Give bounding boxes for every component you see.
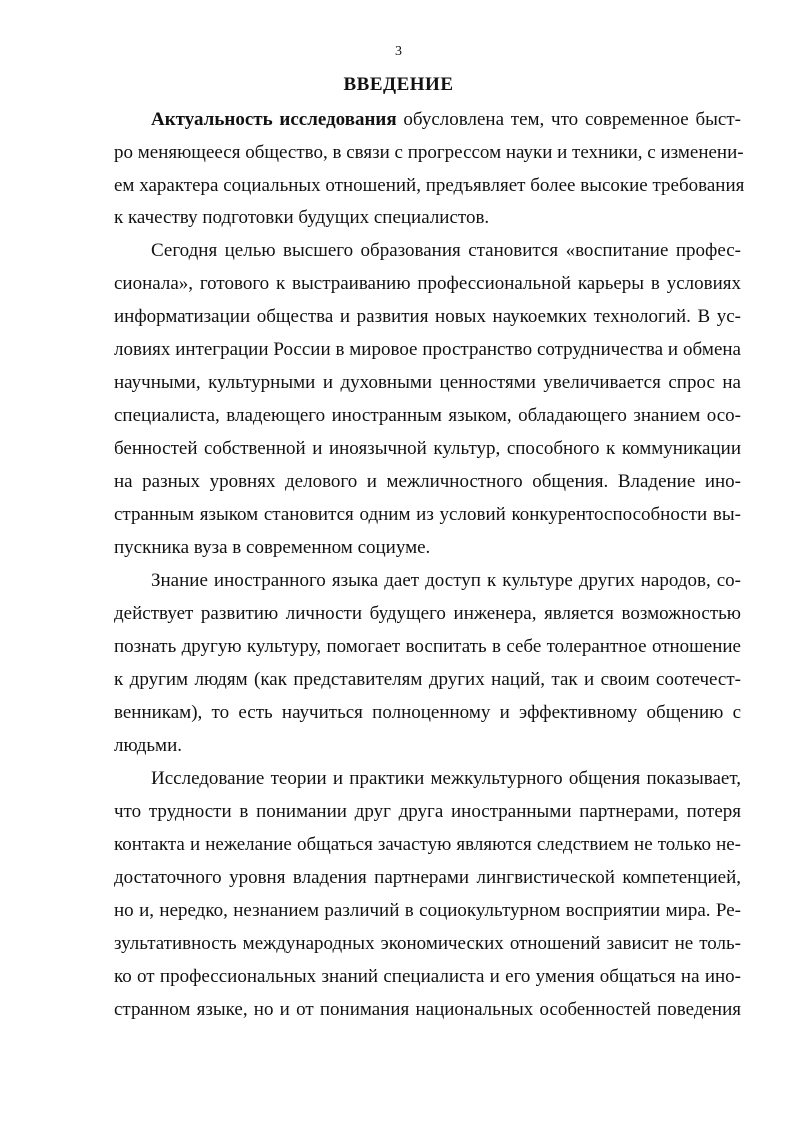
paragraph-4-line-5: но и, нередко, незнанием различий в социокультурном восприятии мира. Ре- [114, 900, 741, 921]
paragraph-3-line-1: Знание иностранного языка дает доступ к культуре других народов, со- [151, 570, 741, 591]
paragraph-2-line-4: ловиях интеграции России в мировое пространство сотрудничества и обмена [114, 339, 741, 360]
paragraph-4-line-6: зультативность международных экономических отношений зависит не толь- [114, 933, 741, 954]
paragraph-2-line-6: специалиста, владеющего иностранным языком, обладающего знанием осо- [114, 405, 741, 426]
paragraph-4-line-2: что трудности в понимании друг друга иностранными партнерами, потеря [114, 801, 741, 822]
paragraph-2-line-2: сионала», готового к выстраиванию профессиональной карьеры в условиях [114, 273, 741, 294]
paragraph-3-line-5: венникам), то есть научиться полноценному и эффективному общению с [114, 702, 741, 723]
paragraph-2-line-1: Сегодня целью высшего образования становится «воспитание профес- [151, 240, 741, 261]
paragraph-1-line-1-text: обусловлена тем, что современное быст- [403, 109, 741, 130]
page-title: ВВЕДЕНИЕ [343, 74, 454, 95]
bold-lead-term: Актуальность исследования [151, 109, 397, 130]
paragraph-1-line-2: ро меняющееся общество, в связи с прогрессом науки и техники, с изменени- [114, 142, 744, 163]
page-number: 3 [395, 44, 402, 59]
paragraph-2-line-9: странным языком становится одним из условий конкурентоспособности вы- [114, 504, 741, 525]
paragraph-4-line-4: достаточного уровня владения партнерами лингвистической компетенцией, [114, 867, 741, 888]
paragraph-1-line-4: к качеству подготовки будущих специалистов. [114, 207, 490, 228]
paragraph-3-line-4: к другим людям (как представителям других наций, так и своим соотечест- [114, 669, 741, 690]
paragraph-4-line-7: ко от профессиональных знаний специалиста и его умения общаться на ино- [114, 966, 741, 987]
paragraph-2-line-10: пускника вуза в современном социуме. [114, 537, 431, 558]
paragraph-2-line-3: информатизации общества и развития новых наукоемких технологий. В ус- [114, 306, 741, 327]
paragraph-4-line-3: контакта и нежелание общаться зачастую являются следствием не только не- [114, 834, 741, 855]
paragraph-1-line-1 [151, 107, 741, 133]
paragraph-1-line-3: ем характера социальных отношений, предъявляет более высокие требования [114, 175, 745, 196]
paragraph-4-line-1: Исследование теории и практики межкультурного общения показывает, [151, 768, 741, 789]
paragraph-3-line-6: людьми. [114, 735, 182, 756]
paragraph-4-line-8: странном языке, но и от понимания национальных особенностей поведения [114, 999, 741, 1020]
paragraph-2-line-5: научными, культурными и духовными ценностями увеличивается спрос на [114, 372, 741, 393]
paragraph-2-line-7: бенностей собственной и иноязычной культур, способного к коммуникации [114, 438, 741, 459]
paragraph-3-line-2: действует развитию личности будущего инженера, является возможностью [114, 603, 741, 624]
paragraph-3-line-3: познать другую культуру, помогает воспитать в себе толерантное отношение [114, 636, 741, 657]
paragraph-2-line-8: на разных уровнях делового и межличностного общения. Владение ино- [114, 471, 741, 492]
